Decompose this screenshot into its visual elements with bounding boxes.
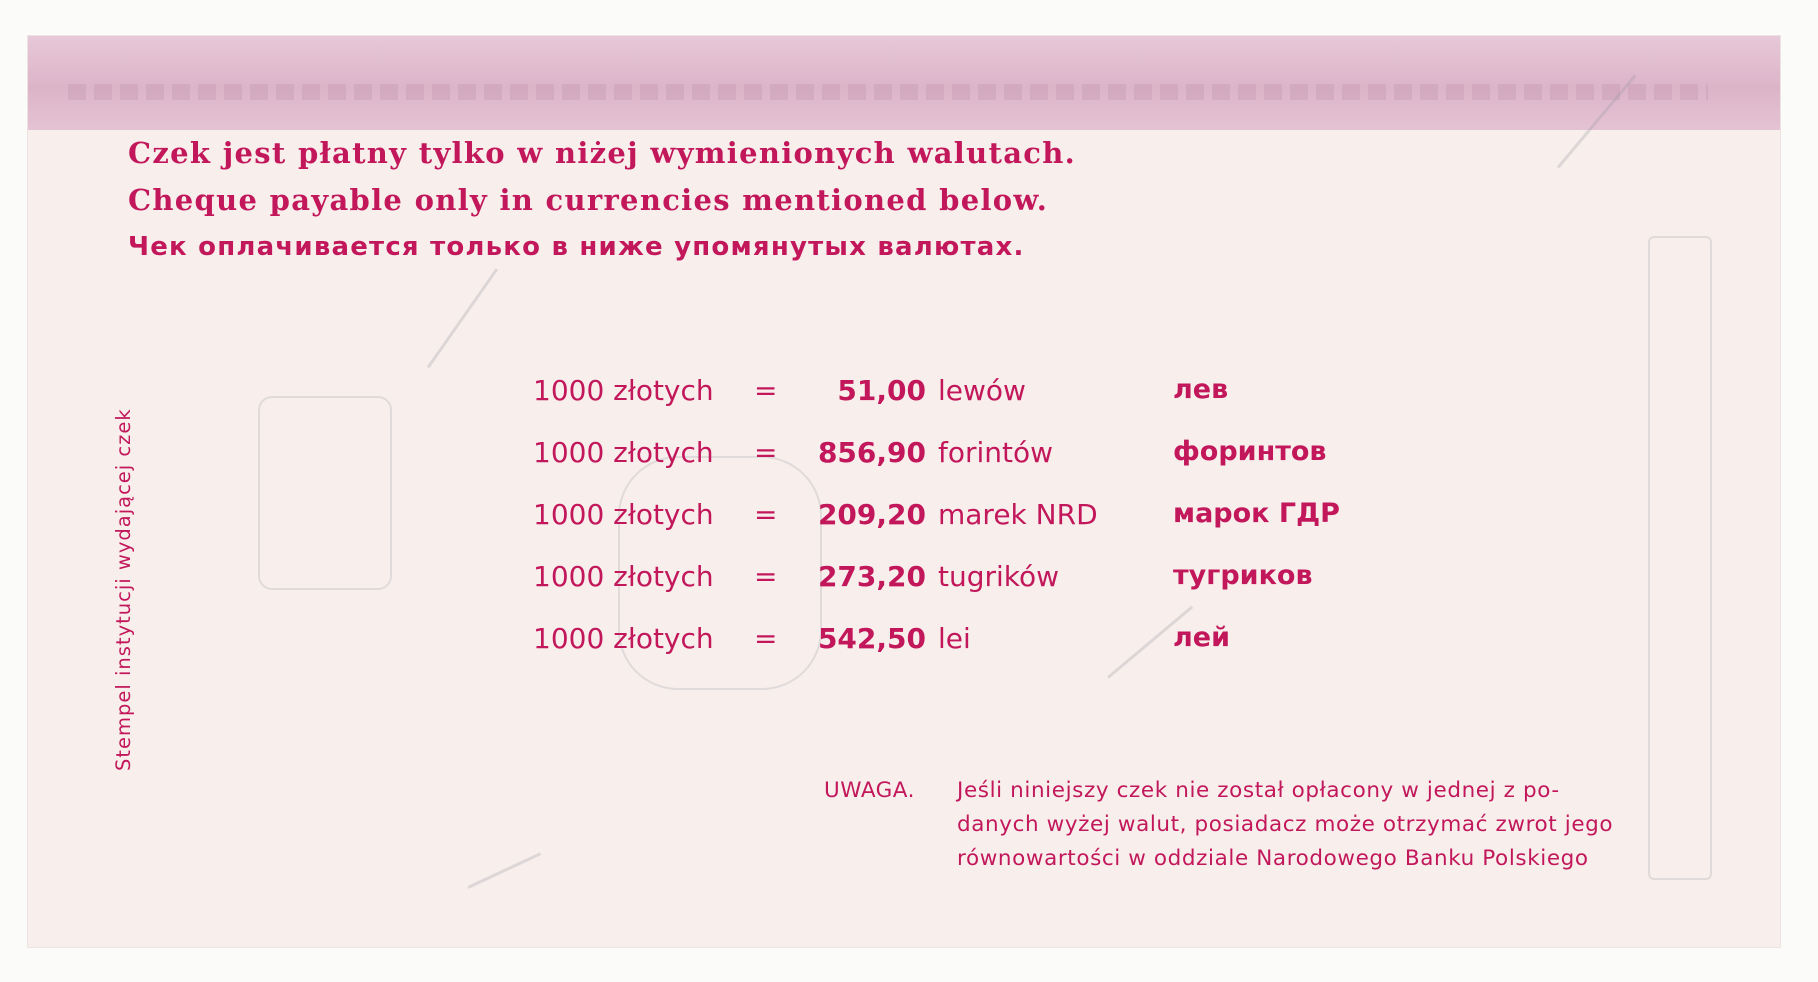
top-band: [28, 36, 1780, 130]
rate-value: 209,20: [817, 498, 926, 531]
rate-equals: =: [754, 374, 778, 407]
rate-currency-ru: тугриков: [1173, 560, 1313, 591]
note-line: Jeśli niniejszy czek nie został opłacony w jednej z po-: [957, 778, 1560, 803]
note-text: [957, 774, 1685, 876]
rate-value: 51,00: [837, 374, 926, 407]
heading-russian: Чек оплачивается только в ниже упомянутых валютах.: [128, 232, 1025, 262]
rate-equals: =: [754, 560, 778, 593]
rate-value: 542,50: [817, 622, 926, 655]
rate-amount: 1000 złotych: [533, 560, 714, 593]
rate-amount: 1000 złotych: [533, 498, 714, 531]
rate-value: 273,20: [817, 560, 926, 593]
warning-note: [824, 774, 1724, 884]
rate-currency-ru: лев: [1173, 374, 1229, 405]
ghost-frame-left: [258, 396, 392, 590]
rate-currency: lewów: [938, 374, 1026, 407]
rate-currency: tugrików: [938, 560, 1060, 593]
rate-amount: 1000 złotych: [533, 374, 714, 407]
heading-english: Cheque payable only in currencies mentioned below.: [128, 183, 1049, 217]
heading-polish: Czek jest płatny tylko w niżej wymienionych walutach.: [128, 136, 1077, 170]
rate-equals: =: [754, 436, 778, 469]
rate-amount: 1000 złotych: [533, 436, 714, 469]
rate-currency: forintów: [938, 436, 1054, 469]
cheque-back: [28, 36, 1780, 947]
rate-currency-ru: форинтов: [1173, 436, 1327, 467]
rate-currency-ru: марок ГДР: [1173, 498, 1340, 529]
rate-value: 856,90: [817, 436, 926, 469]
rate-equals: =: [754, 622, 778, 655]
rate-currency: lei: [938, 622, 971, 655]
note-line: danych wyżej walut, posiadacz może otrzymać zwrot jego: [957, 812, 1614, 837]
note-line: równowartości w oddziale Narodowego Banku Polskiego: [957, 846, 1589, 871]
stamp-label: Stempel instytucji wydającej czek: [112, 408, 135, 771]
rate-equals: =: [754, 498, 778, 531]
rate-currency-ru: лей: [1173, 622, 1231, 653]
top-band-pattern: [68, 84, 1708, 100]
ghost-pen-stroke: [427, 268, 498, 368]
rate-amount: 1000 złotych: [533, 622, 714, 655]
rate-currency: marek NRD: [938, 498, 1098, 531]
ghost-signature-stroke: [467, 852, 541, 889]
note-label: UWAGA.: [824, 778, 915, 803]
